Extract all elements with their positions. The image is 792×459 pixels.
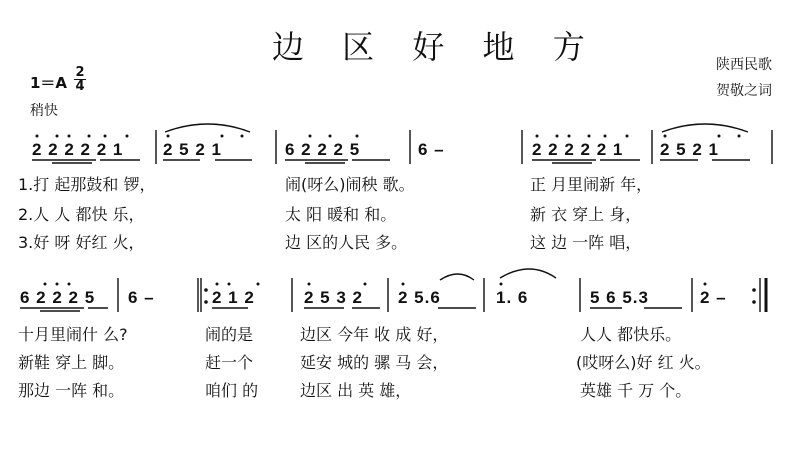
origin-credit: 陕西民歌: [716, 57, 772, 73]
octave-dot: [588, 135, 591, 138]
row2-lyric-2c: 延安 城的 骡 马 会，: [300, 353, 449, 372]
row2-lyric-2d: (哎呀么)好 红 火。: [576, 353, 711, 372]
octave-dot: [356, 135, 359, 138]
row2-lyric-3b: 咱们 的: [205, 381, 259, 400]
row1-lyric-1b: 闹(呀么)闹秧 歌。: [285, 175, 415, 194]
row1-lyric-2b: 太 阳 暖和 和。: [285, 205, 397, 224]
row2-measure-1: 6 2 2 2 5: [20, 288, 96, 307]
octave-dot: [68, 135, 71, 138]
row2-measure-4: 2 5 3 2: [304, 288, 363, 307]
row1-measure-1: 2 2 2 2 2 1: [32, 140, 124, 159]
row2-lyric-3a: 那边 一阵 和。: [18, 381, 125, 400]
tempo-marking: 稍快: [30, 103, 58, 119]
row1-measure-2: 2 5 2 1: [163, 140, 222, 159]
row1-lyric-3b: 边 区的人民 多。: [285, 233, 408, 252]
octave-dot: [738, 135, 741, 138]
octave-dot: [568, 135, 571, 138]
octave-dot: [626, 135, 629, 138]
row2-lyric-2b: 赶一个: [205, 353, 254, 372]
slur: [662, 124, 748, 132]
octave-dot: [241, 135, 244, 138]
row1-lyric-2c: 新 衣 穿上 身，: [530, 205, 642, 224]
row1-lyric-2a: 2.人 人 都快 乐，: [18, 205, 145, 224]
octave-dot: [402, 283, 405, 286]
octave-dot: [500, 283, 503, 286]
repeat-dot: [204, 288, 208, 292]
octave-dot: [329, 135, 332, 138]
time-signature-top: 2: [75, 65, 85, 80]
row1-lyric-1c: 正 月里闹新 年，: [530, 175, 653, 194]
row2-measure-6: 1. 6: [496, 288, 529, 307]
octave-dot: [167, 135, 170, 138]
octave-dot: [36, 135, 39, 138]
row1-measure-3: 6 2 2 2 5: [285, 140, 361, 159]
row2-lyric-1d: 人人 都快乐。: [580, 325, 682, 344]
octave-dot: [604, 135, 607, 138]
octave-dot: [68, 283, 71, 286]
song-title: 边 区 好 地 方: [272, 28, 599, 66]
octave-dot: [309, 135, 312, 138]
octave-dot: [556, 135, 559, 138]
row2-measure-7: 5 6 5.3: [590, 288, 649, 307]
octave-dot: [88, 135, 91, 138]
octave-dot: [664, 135, 667, 138]
slur: [440, 274, 474, 280]
octave-dot: [257, 283, 260, 286]
octave-dot: [56, 283, 59, 286]
octave-dot: [228, 283, 231, 286]
row2-lyric-1c: 边区 今年 收 成 好，: [300, 325, 449, 344]
row2-lyric-1b: 闹的是: [205, 325, 254, 344]
row2-lyric-2a: 新鞋 穿上 脚。: [18, 353, 125, 372]
row2-lyric-3c: 边区 出 英 雄，: [300, 381, 412, 400]
row2-lyric-3d: 英雄 千 万 个。: [580, 381, 692, 400]
octave-dot: [44, 283, 47, 286]
octave-dot: [221, 135, 224, 138]
repeat-dot: [204, 300, 208, 304]
slur: [500, 269, 556, 278]
octave-dot: [126, 135, 129, 138]
octave-dot: [536, 135, 539, 138]
row2-measure-5: 2 5.6: [398, 288, 441, 307]
octave-dot: [104, 135, 107, 138]
row2-measure-2: 6 –: [128, 288, 155, 307]
row2-measure-8: 2 –: [700, 288, 727, 307]
row1-measure-4: 6 –: [418, 140, 445, 159]
row1-measure-5: 2 2 2 2 2 1: [532, 140, 624, 159]
key-signature: 1＝A: [30, 74, 68, 92]
octave-dot: [718, 135, 721, 138]
lyricist-credit: 贺敬之词: [716, 83, 772, 99]
octave-dot: [364, 283, 367, 286]
octave-dot: [704, 283, 707, 286]
slur: [165, 124, 250, 132]
octave-dot: [308, 283, 311, 286]
row1-lyric-1a: 1.打 起那鼓和 锣，: [18, 175, 156, 194]
row2-measure-3: 2 1 2: [212, 288, 255, 307]
repeat-dot: [752, 288, 756, 292]
repeat-dot: [752, 300, 756, 304]
row2-lyric-1a: 十月里闹什 么?: [18, 325, 128, 344]
octave-dot: [56, 135, 59, 138]
row1-lyric-3c: 这 边 一阵 唱，: [530, 233, 642, 252]
row1-measure-6: 2 5 2 1: [660, 140, 719, 159]
octave-dot: [216, 283, 219, 286]
time-signature-bottom: 4: [75, 79, 85, 94]
row1-lyric-3a: 3.好 呀 好红 火，: [18, 233, 145, 252]
